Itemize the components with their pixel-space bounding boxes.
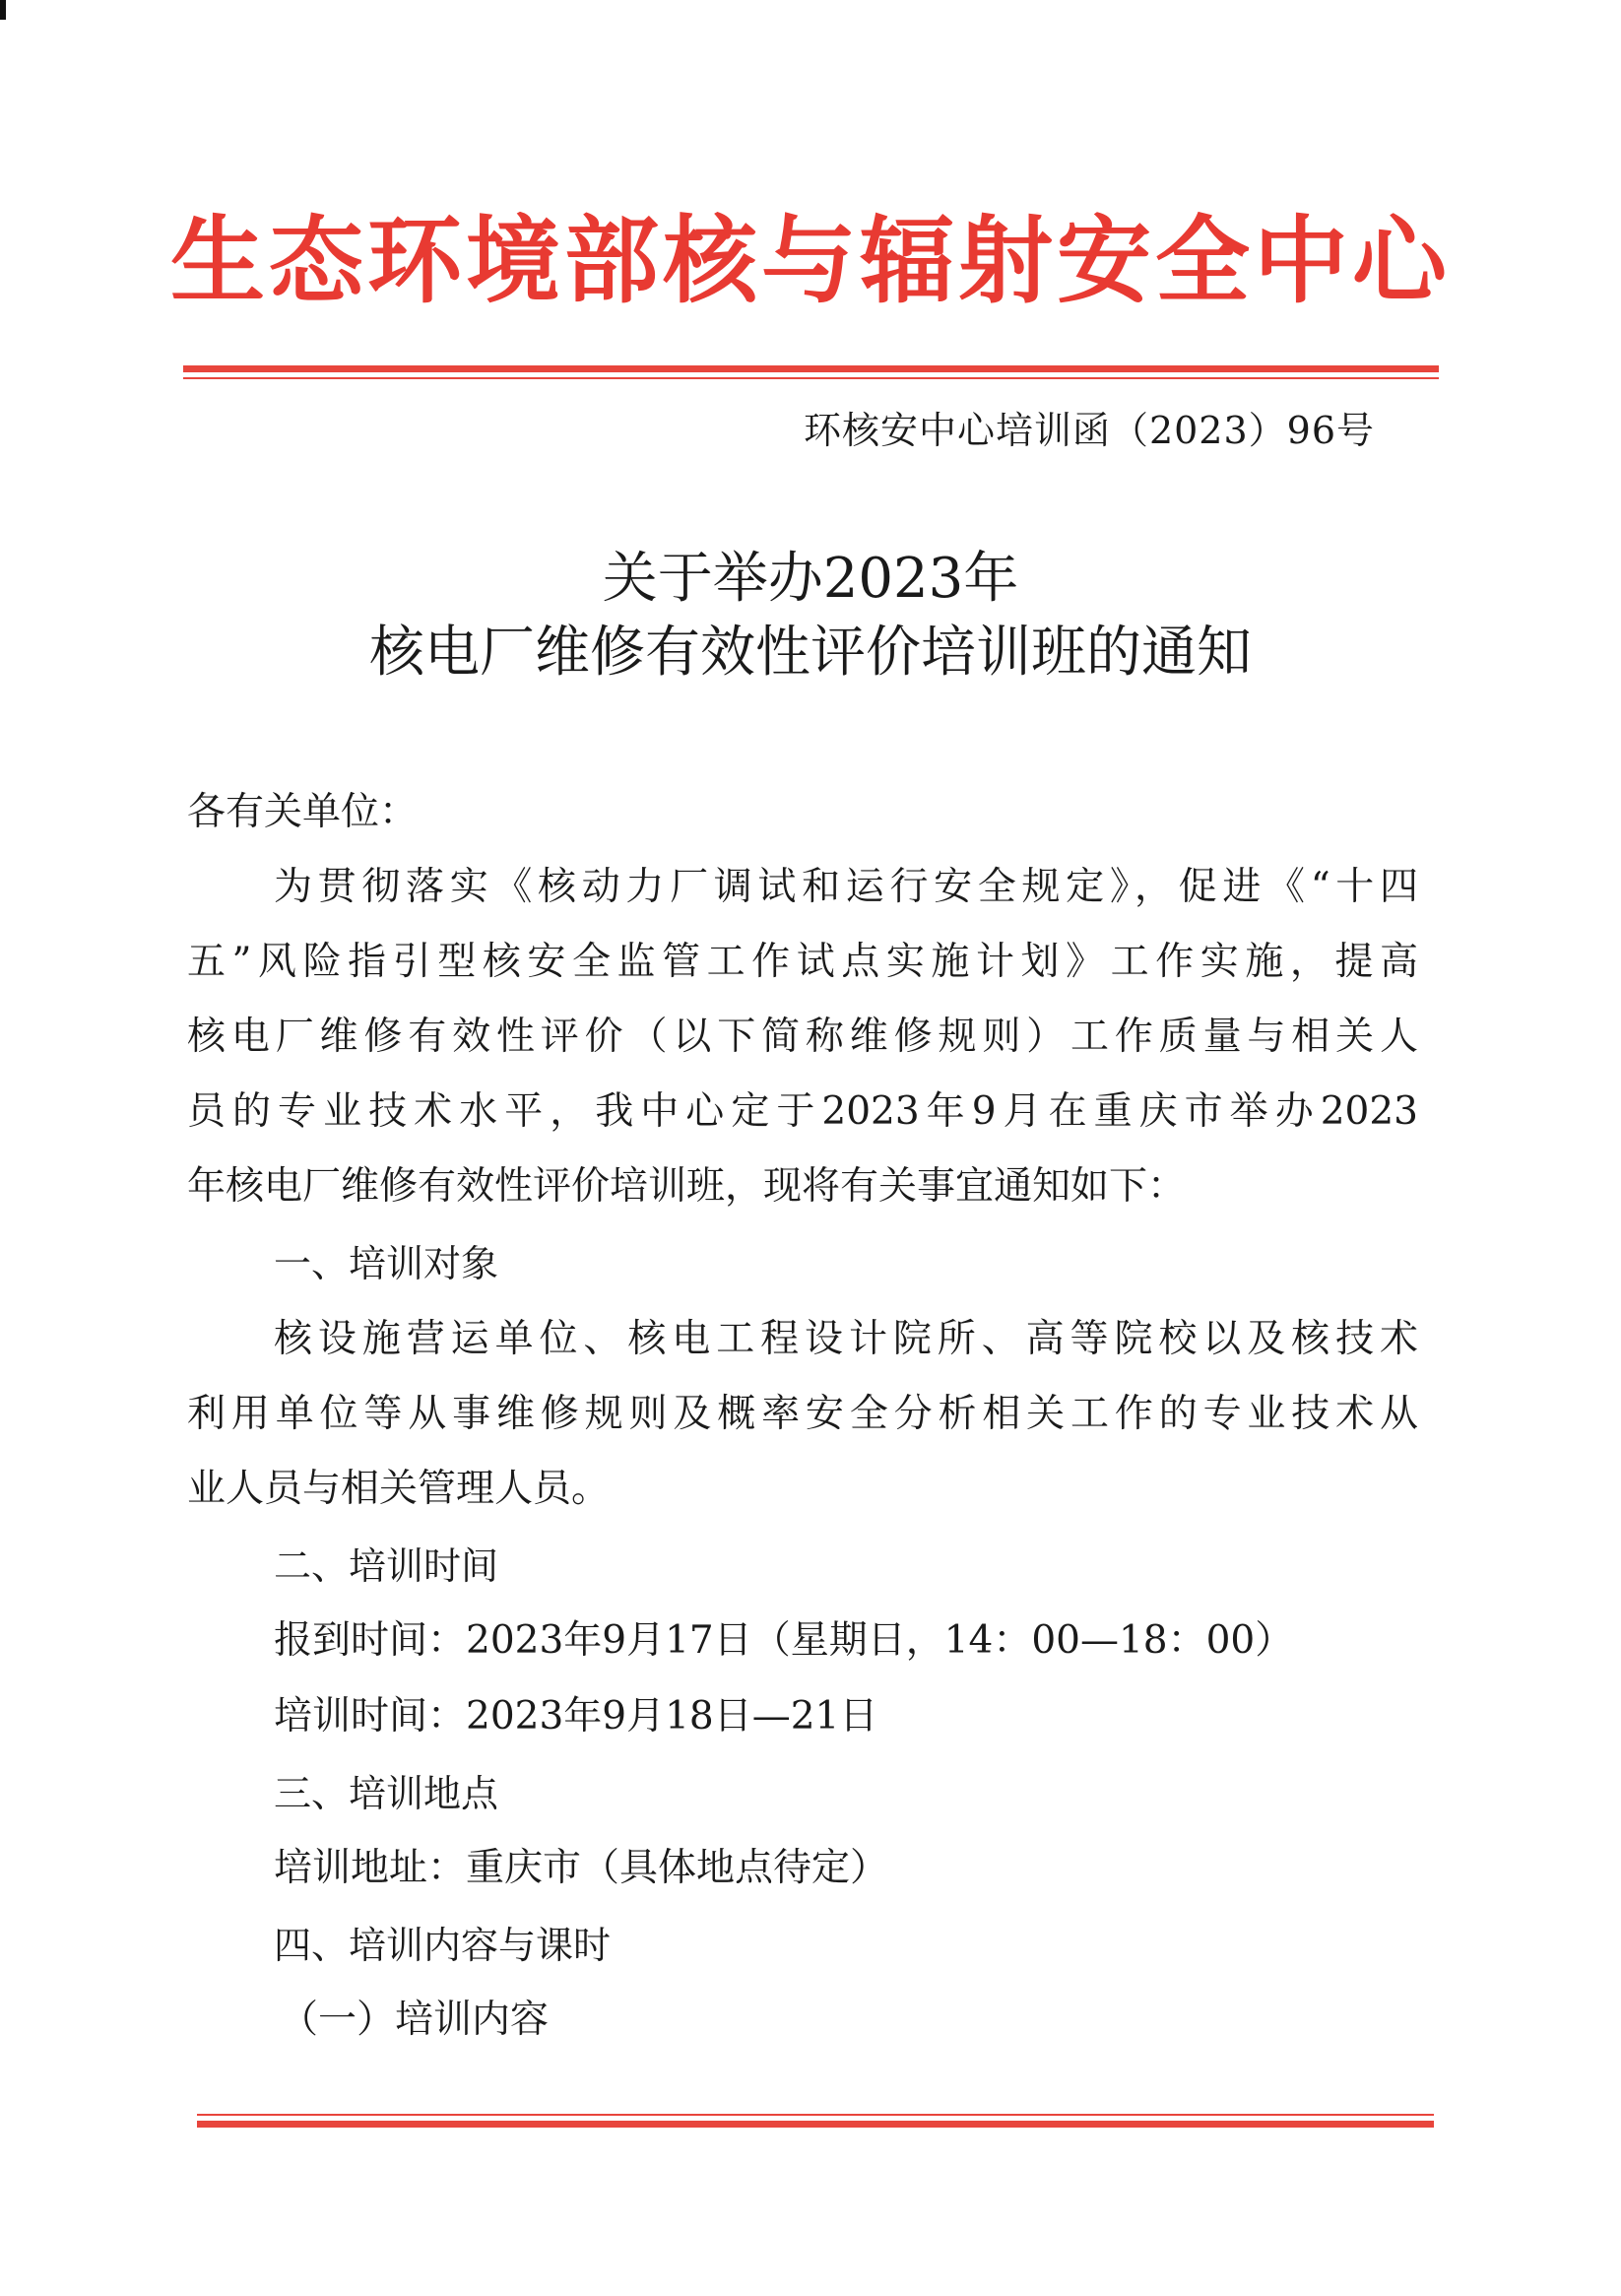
section-heading-training-audience: 一、培训对象: [274, 1242, 499, 1285]
footer-red-rule: [197, 2114, 1434, 2128]
section-heading-training-time: 二、培训时间: [274, 1544, 499, 1588]
training-time: 培训时间：2023年9月18日—21日: [274, 1694, 878, 1738]
document-title-line-1: 关于举办2023年: [602, 547, 1019, 611]
scan-corner-mark: [0, 0, 6, 20]
red-rule-thick-line: [183, 365, 1439, 372]
red-rule-thin-line: [197, 2114, 1434, 2116]
intro-paragraph-line: 核电厂维修有效性评价（以下简称维修规则）工作质量与相关人: [187, 1015, 1418, 1059]
red-rule-thick-line: [197, 2121, 1434, 2128]
intro-paragraph-line: 五”风险指引型核安全监管工作试点实施计划》工作实施，提高: [187, 940, 1418, 984]
section1-body-line: 核设施营运单位、核电工程设计院所、高等院校以及核技术: [274, 1317, 1418, 1361]
document-number: 环核安中心培训函（2023）96号: [803, 409, 1375, 452]
subsection-training-content: （一）培训内容: [280, 1998, 550, 2042]
registration-time: 报到时间：2023年9月17日（星期日，14：00—18：00）: [274, 1618, 1294, 1663]
salutation: 各有关单位：: [187, 790, 419, 834]
document-title-line-2: 核电厂维修有效性评价培训班的通知: [369, 621, 1252, 685]
training-address: 培训地址：重庆市（具体地点待定）: [274, 1846, 889, 1890]
red-rule-thin-line: [183, 377, 1439, 379]
intro-paragraph-line: 年核电厂维修有效性评价培训班，现将有关事宜通知如下：: [187, 1164, 1187, 1209]
masthead-title: 生态环境部核与辐射安全中心: [170, 206, 1451, 316]
section1-body-line: 利用单位等从事维修规则及概率安全分析相关工作的专业技术从: [187, 1392, 1418, 1436]
section1-body-line: 业人员与相关管理人员。: [187, 1467, 611, 1511]
intro-paragraph-line: 为贯彻落实《核动力厂调试和运行安全规定》，促进《“十四: [274, 865, 1418, 909]
intro-paragraph-line: 员的专业技术水平，我中心定于2023年9月在重庆市举办2023: [187, 1089, 1418, 1134]
section-heading-training-content: 四、培训内容与课时: [274, 1924, 612, 1967]
masthead-red-rule: [183, 365, 1439, 379]
section-heading-training-location: 三、培训地点: [274, 1772, 499, 1815]
